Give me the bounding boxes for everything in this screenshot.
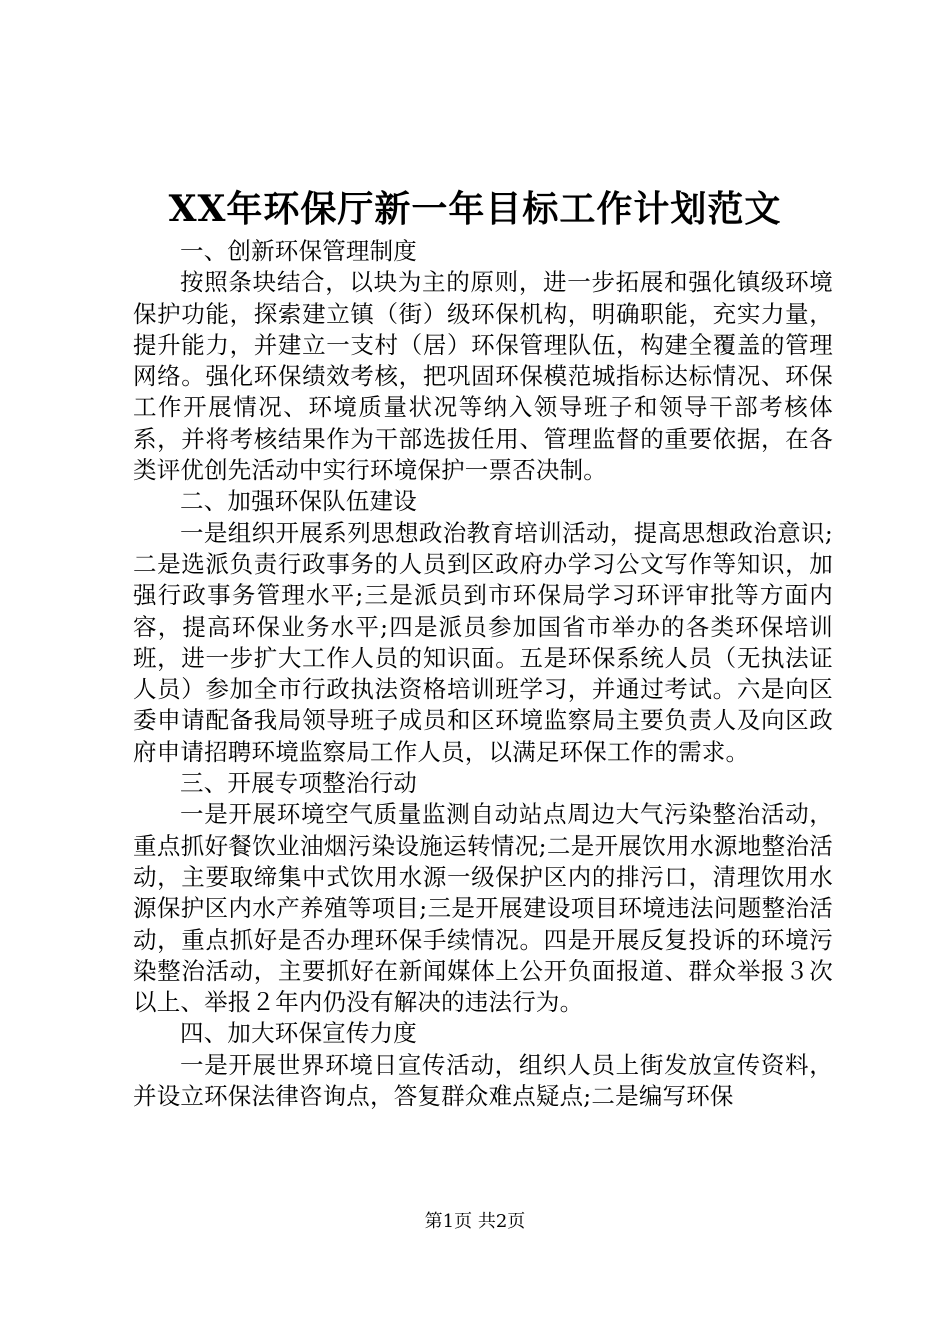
section-heading-1: 一、创新环保管理制度 (180, 237, 417, 265)
section-heading-2: 二、加强环保队伍建设 (180, 487, 417, 516)
document-title: XX年环保厅新一年目标工作计划范文 (168, 188, 782, 230)
section-paragraph-4: 一是开展世界环境日宣传活动，组织人员上街发放宣传资料，并设立环保法律咨询点，答复群众难点疑点;二是编写环保 (133, 1050, 833, 1111)
section-paragraph-1: 按照条块结合，以块为主的原则，进一步拓展和强化镇级环境保护功能，探索建立镇（街）级环保机构，明确职能，充实力量，提升能力，并建立一支村（居）环保管理队伍，构建全覆盖的管理网络。强化环保绩效考核，把巩固环保模范城指标达标情况、环保工作开展情况、环境质量状况等纳入领导班子和领导干部考核体系，并将考核结果作为干部选拔任用、管理监督的重要依据，在各类评优创先活动中实行环境保护一票否决制。 (133, 268, 833, 485)
section-paragraph-2: 一是组织开展系列思想政治教育培训活动，提高思想政治意识;二是选派负责行政事务的人员到区政府办学习公文写作等知识，加强行政事务管理水平;三是派员到市环保局学习环评审批等方面内容，提高环保业务水平;四是派员参加国省市举办的各类环保培训班，进一步扩大工作人员的知识面。五是环保系统人员（无执法证人员）参加全市行政执法资格培训班学习，并通过考试。六是向区委申请配备我局领导班子成员和区环境监察局主要负责人及向区政府申请招聘环境监察局工作人员，以满足环保工作的需求。 (133, 518, 833, 766)
document-body (133, 236, 833, 1112)
page-number-footer: 第1页 共2页 (424, 1211, 526, 1232)
section-heading-3: 三、开展专项整治行动 (180, 769, 417, 798)
section-heading-4: 四、加大环保宣传力度 (180, 1019, 417, 1048)
section-paragraph-3: 一是开展环境空气质量监测自动站点周边大气污染整治活动，重点抓好餐饮业油烟污染设施运转情况;二是开展饮用水源地整治活动，主要取缔集中式饮用水源一级保护区内的排污口，清理饮用水源保护区内水产养殖等项目;三是开展建设项目环境违法问题整治活动，重点抓好是否办理环保手续情况。四是开展反复投诉的环境污染整治活动，主要抓好在新闻媒体上公开负面报道、群众举报３次以上、举报２年内仍没有解决的违法行为。 (133, 800, 833, 1017)
